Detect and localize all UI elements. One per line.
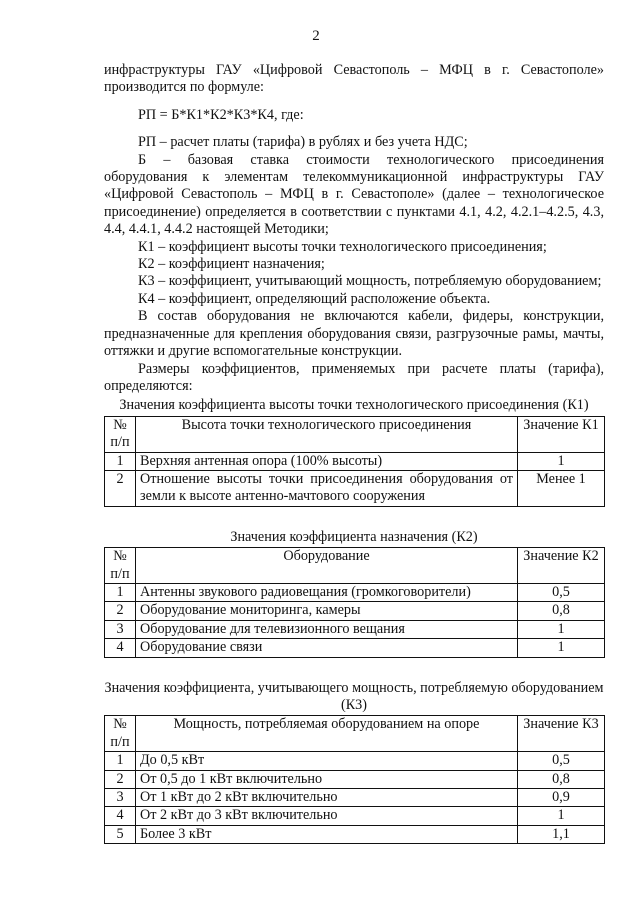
cell-description: Оборудование мониторинга, камеры [136,602,518,620]
cell-value: Менее 1 [518,470,605,506]
definition-k3: К3 – коэффициент, учитывающий мощность, потребляемую оборудованием; [138,273,602,290]
definition-rp: РП – расчет платы (тарифа) в рублях и без учета НДС; [138,134,468,151]
table-row [105,620,605,638]
cell-description: От 1 кВт до 2 кВт включительно [136,789,518,807]
document-body [104,62,604,844]
cell-number: 4 [105,807,136,825]
table-k1-caption: Значения коэффициента высоты точки технологического присоединения (К1) [119,397,589,414]
cell-description: До 0,5 кВт [136,752,518,770]
table-row [105,470,605,506]
table-k2-caption: Значения коэффициента назначения (К2) [230,528,478,545]
cell-value: 1 [518,807,605,825]
cell-value: 1,1 [518,825,605,843]
header-value: Значение К1 [518,416,605,452]
cell-number: 2 [105,602,136,620]
cell-description: Более 3 кВт [136,825,518,843]
table-row [105,583,605,601]
header-number: № п/п [105,716,136,752]
table-header-row [105,548,605,584]
table-header-row [105,416,605,452]
cell-value: 1 [518,620,605,638]
table-k3 [104,715,605,844]
cell-description: Оборудование связи [136,639,518,657]
cell-number: 5 [105,825,136,843]
cell-number: 2 [105,470,136,506]
table-row [105,789,605,807]
cell-description: Антенны звукового радиовещания (громкоговорители) [136,583,518,601]
table-row [105,452,605,470]
paragraph-intro: инфраструктуры ГАУ «Цифровой Севастополь – МФЦ в г. Севастополе» производится по формуле: [104,62,604,96]
cell-number: 4 [105,639,136,657]
cell-number: 2 [105,770,136,788]
cell-description: От 0,5 до 1 кВт включительно [136,770,518,788]
cell-value: 0,5 [518,752,605,770]
table-k3-caption: Значения коэффициента, учитывающего мощность, потребляемую оборудованием (К3) [104,679,604,713]
cell-value: 0,8 [518,602,605,620]
table-row [105,825,605,843]
header-value: Значение К2 [518,548,605,584]
table-k1 [104,416,605,507]
header-description: Высота точки технологического присоединения [136,416,518,452]
header-number: № п/п [105,416,136,452]
table-k2 [104,547,605,657]
cell-number: 1 [105,452,136,470]
definition-k1: К1 – коэффициент высоты точки технологического присоединения; [138,238,547,255]
cell-value: 1 [518,452,605,470]
table-row [105,807,605,825]
cell-description: Отношение высоты точки присоединения оборудования от земли к высоте антенно-мачтового сооружения [136,470,518,506]
cell-number: 1 [105,583,136,601]
definition-b: Б – базовая ставка стоимости технологического присоединения оборудования к элементам телекоммуникационной инфраструктуры ГАУ «Цифровой Севастополь – МФЦ в г. Севастополе» (далее – технологическое присоединение) определяется в соответствии с пунктами 4.1, 4.2, 4.2.1–4.2.5, 4.3, 4.4, 4.4.1, 4.4.2 настоящей Методики; [104,151,604,238]
table-row [105,639,605,657]
cell-description: Оборудование для телевизионного вещания [136,620,518,638]
cell-description: Верхняя антенная опора (100% высоты) [136,452,518,470]
table-row [105,752,605,770]
header-description: Оборудование [136,548,518,584]
cell-number: 3 [105,620,136,638]
cell-value: 1 [518,639,605,657]
table-header-row [105,716,605,752]
cell-value: 0,9 [518,789,605,807]
header-number: № п/п [105,548,136,584]
cell-number: 1 [105,752,136,770]
header-description: Мощность, потребляемая оборудованием на опоре [136,716,518,752]
header-value: Значение К3 [518,716,605,752]
definition-k4: К4 – коэффициент, определяющий расположение объекта. [138,290,491,307]
paragraph-coefficients-intro: Размеры коэффициентов, применяемых при расчете платы (тарифа), определяются: [104,360,604,394]
definition-k2: К2 – коэффициент назначения; [138,256,325,273]
table-row [105,602,605,620]
page-number: 2 [312,28,320,44]
cell-value: 0,8 [518,770,605,788]
table-row [105,770,605,788]
paragraph-equipment-exclusions: В состав оборудования не включаются кабели, фидеры, конструкции, предназначенные для крепления оборудования связи, разгрузочные рамы, мачты, оттяжки и другие вспомогательные конструкции. [104,308,604,360]
cell-number: 3 [105,789,136,807]
cell-value: 0,5 [518,583,605,601]
cell-description: От 2 кВт до 3 кВт включительно [136,807,518,825]
formula: РП = Б*К1*К2*К3*К4, где: [138,106,304,123]
